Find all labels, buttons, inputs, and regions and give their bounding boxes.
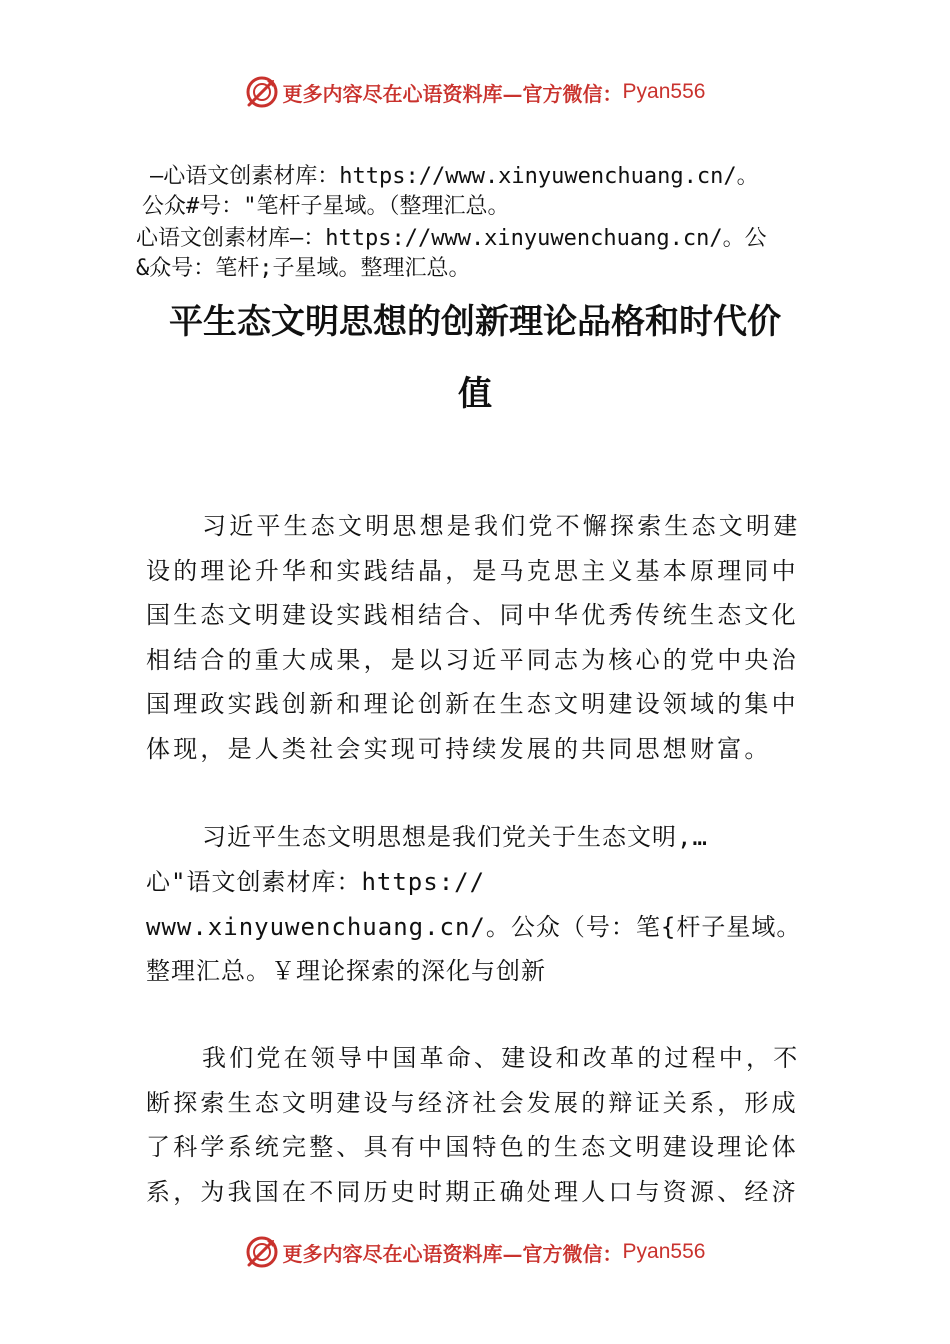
mid-line-1: 习近平生态文明思想是我们党关于生态文明,…: [202, 823, 708, 851]
header-banner-text: 更多内容尽在心语资料库—官方微信：: [282, 81, 623, 106]
source-line-1: —心语文创素材库：https://www.xinyuwenchuang.cn/。: [150, 164, 759, 189]
footer-wechat-id: Pyan556: [622, 1240, 706, 1263]
mid-line-4: 整理汇总。￥理论探索的深化与创新: [146, 957, 546, 985]
mid-line-3: www.xinyuwenchuang.cn/。公众（号：笔{杆子星域。: [146, 913, 802, 941]
footer-banner: [0, 1232, 950, 1272]
header-banner: [0, 72, 950, 112]
page-title-line-2: 值: [458, 374, 492, 414]
mid-line-2: 心"语文创素材库：https://: [146, 868, 486, 896]
paragraph-2: 我们党在领导中国革命、建设和改革的过程中，不断探索生态文明建设与经济社会发展的辩证关系，形成了科学系统完整、具有中国特色的生态文明建设理论体系，为我国在不同历史时期正确处理人口与资源、经济: [146, 1044, 801, 1206]
source-line-3: 心语文创素材库—：https://www.xinyuwenchuang.cn/。公: [136, 226, 767, 251]
paragraph-1: 习近平生态文明思想是我们党不懈探索生态文明建设的理论升华和实践结晶，是马克思主义基本原理同中国生态文明建设实践相结合、同中华优秀传统生态文化相结合的重大成果，是以习近平同志为核心的党中央治国理政实践创新和理论创新在生态文明建设领域的集中体现，是人类社会实现可持续发展的共同思想财富。: [146, 512, 801, 763]
source-line-2: 公众#号："笔杆子星域。（整理汇总。: [142, 194, 510, 219]
header-wechat-id: Pyan556: [622, 80, 706, 103]
logo-icon: [245, 75, 279, 109]
logo-icon: [245, 1235, 279, 1269]
source-line-4: &众号：笔杆;子星域。整理汇总。: [136, 256, 471, 281]
footer-banner-text: 更多内容尽在心语资料库—官方微信：: [282, 1241, 623, 1266]
page-title-line-1: 平生态文明思想的创新理论品格和时代价: [169, 302, 781, 342]
